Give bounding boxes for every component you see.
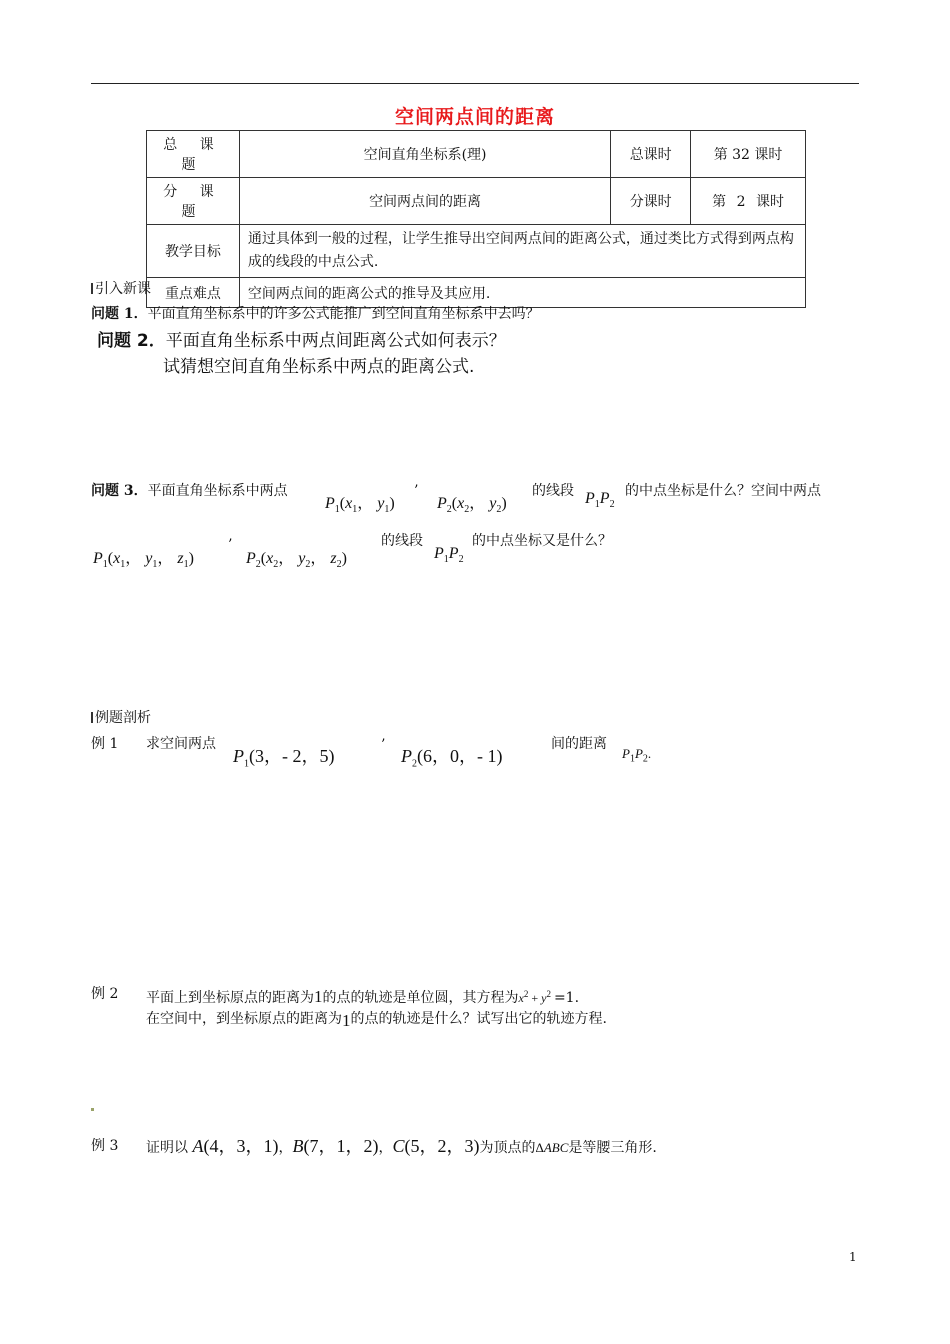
formula-p1p2: $P_1P_2$. xyxy=(622,746,652,765)
question-1: 问题 1．平面直角坐标系中的许多公式能推广到空间直角坐标系中去吗？ xyxy=(91,306,540,322)
question-2-line2: 试猜想空间直角坐标系中两点的距离公式. xyxy=(163,357,475,377)
formula-point-b: B(7，1，2) xyxy=(292,1136,379,1156)
table-cell: 总 课 题 xyxy=(147,131,240,178)
comma: ’ xyxy=(228,537,233,553)
example-1-text: 间的距离 xyxy=(551,736,607,752)
comma: ’ xyxy=(414,483,419,499)
formula-point-c: C(5，2，3) xyxy=(392,1136,480,1156)
formula-p2-3d: $P_2(x_2$， $y_2$， $z_2$) xyxy=(246,550,347,571)
decorative-dot xyxy=(91,1108,94,1111)
comma: ’ xyxy=(381,737,386,753)
question-3-text: 的线段 xyxy=(381,533,423,549)
formula-p1p2: $P_1P_2$ xyxy=(434,545,464,566)
formula-triangle: ΔABC xyxy=(535,1140,569,1155)
table-cell: 第 2 课时 xyxy=(691,178,806,225)
header-rule xyxy=(91,83,859,84)
formula-circle: $x^2 + y^2$ xyxy=(518,989,551,1005)
formula-p1-3d: $P_1(x_1$， $y_1$， $z_1$) xyxy=(93,550,194,571)
formula-ex1-p1: $P_1(3$，- 2，5) xyxy=(233,746,335,770)
table-cell: 通过具体到一般的过程，让学生推导出空间两点间的距离公式，通过类比方式得到两点构成的线段的中点公式. xyxy=(239,225,805,278)
example-2-label: 例 2 xyxy=(91,986,119,1002)
table-row xyxy=(147,278,806,308)
example-2-line2: 在空间中，到坐标原点的距离为1的点的轨迹是什么？试写出它的轨迹方程. xyxy=(146,1011,607,1030)
formula-point-a: A(4，3，1) xyxy=(192,1136,279,1156)
table-cell: 分课时 xyxy=(611,178,691,225)
formula-p2-2d: $P_2(x_2$， $y_2$) xyxy=(437,495,507,516)
section-marker-icon xyxy=(91,712,93,723)
question-3-line1: 问题 3．平面直角坐标系中两点 xyxy=(91,483,288,499)
table-cell: 空间直角坐标系(理) xyxy=(239,131,610,178)
section-examples: 例题剖析 xyxy=(91,709,151,727)
table-cell: 总课时 xyxy=(611,131,691,178)
example-2-line1: 平面上到坐标原点的距离为1的点的轨迹是单位圆，其方程为$x^2 + y^2 =1$. xyxy=(146,987,580,1006)
table-cell: 空间两点间的距离公式的推导及其应用. xyxy=(239,278,805,308)
page-number: 1 xyxy=(849,1250,857,1264)
example-3-label: 例 3 xyxy=(91,1138,119,1154)
formula-ex1-p2: $P_2(6$，0，- 1) xyxy=(401,746,503,770)
page-title: 空间两点间的距离 xyxy=(394,106,555,128)
question-3-text: 的线段 xyxy=(532,483,574,499)
table-cell: 空间两点间的距离 xyxy=(239,178,610,225)
example-3-text: 证明以 A(4，3，1)，B(7，1，2)，C(5，2，3)为顶点的ΔABC是等腰三角形. xyxy=(146,1136,657,1156)
table-row xyxy=(147,178,806,225)
table-row xyxy=(147,225,806,278)
formula-p1-2d: $P_1(x_1$， $y_1$) xyxy=(325,495,395,516)
question-2: 问题 2．平面直角坐标系中两点间距离公式如何表示？ xyxy=(97,331,506,351)
section-marker-icon xyxy=(91,283,93,294)
question-3-text: 的中点坐标是什么？空间中两点 xyxy=(625,483,821,499)
table-cell: 分 课 题 xyxy=(147,178,240,225)
table-cell: 第 32 课时 xyxy=(691,131,806,178)
example-1-text: 求空间两点 xyxy=(146,736,216,752)
table-cell: 教学目标 xyxy=(147,225,240,278)
example-1-label: 例 1 xyxy=(91,736,119,752)
lesson-info-table xyxy=(146,130,806,308)
formula-p1p2: $P_1P_2$ xyxy=(585,490,615,511)
table-row xyxy=(147,131,806,178)
question-3-text: 的中点坐标又是什么？ xyxy=(472,533,612,549)
section-intro: 引入新课 xyxy=(91,280,151,298)
table-cell: 重点难点 xyxy=(147,278,240,308)
